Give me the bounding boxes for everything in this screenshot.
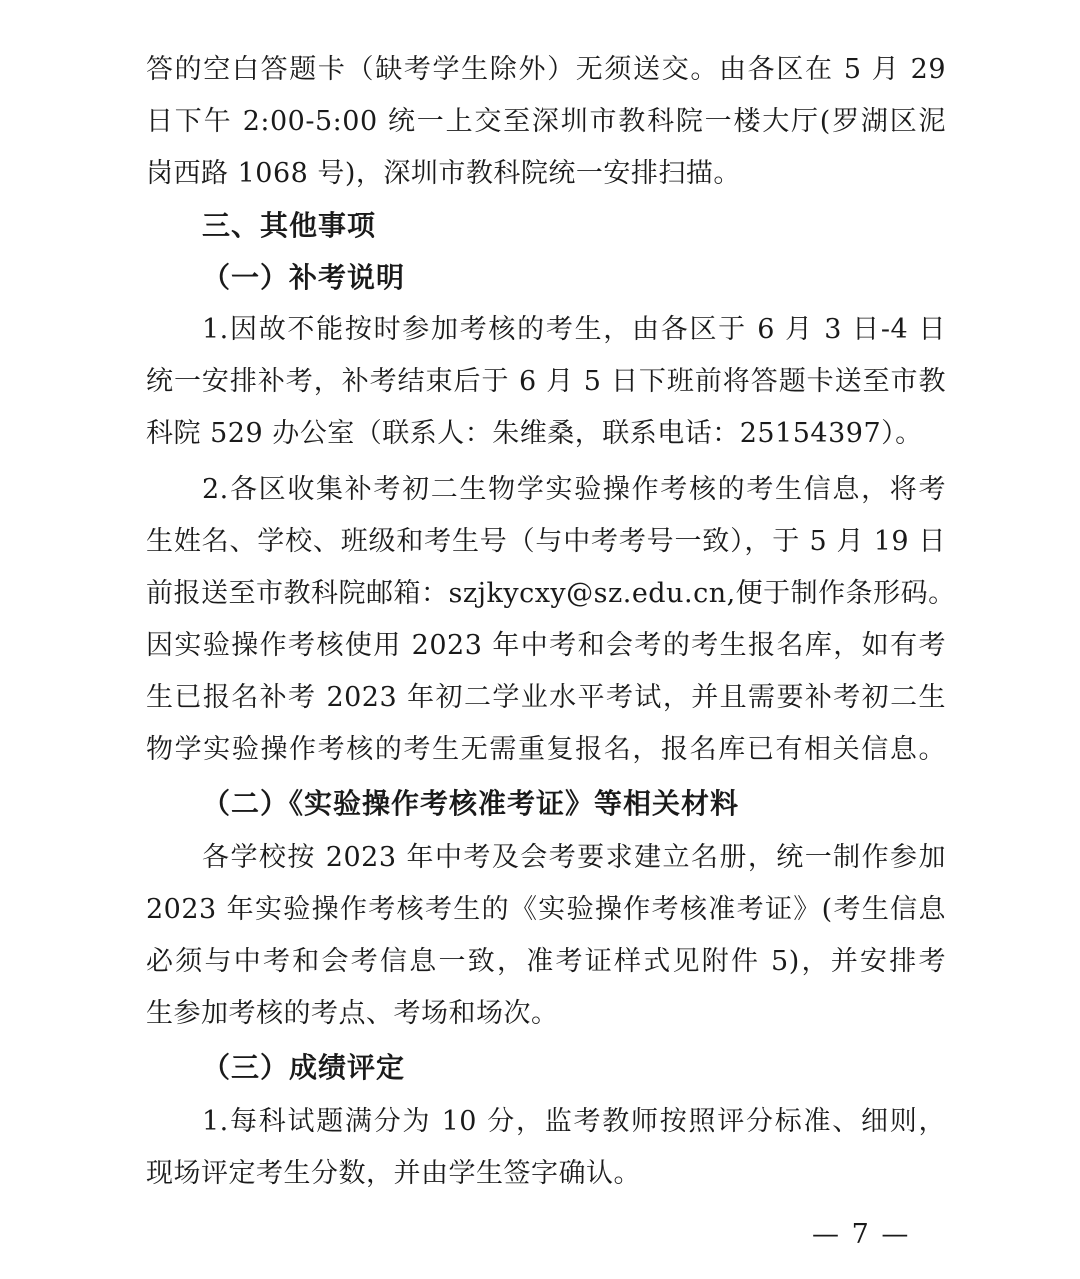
- subsection-heading: （一）补考说明: [202, 261, 406, 294]
- paragraph-line: 生已报名补考 2023 年初二学业水平考试，并且需要补考初二生: [146, 682, 946, 713]
- paragraph-line: 日下午 2:00-5:00 统一上交至深圳市教科院一楼大厅(罗湖区泥: [146, 106, 946, 137]
- paragraph-line: 前报送至市教科院邮箱：szjkycxy@sz.edu.cn,便于制作条形码。: [146, 578, 956, 609]
- paragraph-line: 2.各区收集补考初二生物学实验操作考核的考生信息，将考: [202, 474, 946, 505]
- paragraph-line: 统一安排补考，补考结束后于 6 月 5 日下班前将答题卡送至市教: [146, 366, 946, 397]
- paragraph-line: 答的空白答题卡（缺考学生除外）无须送交。由各区在 5 月 29: [146, 54, 946, 85]
- paragraph-line: 岗西路 1068 号)，深圳市教科院统一安排扫描。: [146, 158, 741, 189]
- subsection-heading: （二）《实验操作考核准考证》等相关材料: [202, 787, 740, 820]
- section-heading: 三、其他事项: [202, 209, 377, 242]
- paragraph-line: 物学实验操作考核的考生无需重复报名，报名库已有相关信息。: [146, 734, 946, 765]
- paragraph-line: 2023 年实验操作考核考生的《实验操作考核准考证》(考生信息: [146, 894, 946, 925]
- subsection-heading: （三）成绩评定: [202, 1051, 406, 1084]
- paragraph-line: 生参加考核的考点、考场和场次。: [146, 998, 559, 1029]
- paragraph-line: 生姓名、学校、班级和考生号（与中考考号一致），于 5 月 19 日: [146, 526, 946, 557]
- paragraph-line: 现场评定考生分数，并由学生签字确认。: [146, 1158, 641, 1189]
- page-number: — 7 —: [812, 1219, 911, 1250]
- paragraph-line: 1.每科试题满分为 10 分，监考教师按照评分标准、细则，: [202, 1106, 946, 1137]
- paragraph-line: 1.因故不能按时参加考核的考生，由各区于 6 月 3 日-4 日: [202, 314, 946, 345]
- paragraph-line: 必须与中考和会考信息一致，准考证样式见附件 5)，并安排考: [146, 946, 946, 977]
- paragraph-line: 科院 529 办公室（联系人：朱维桑，联系电话：25154397）。: [146, 418, 923, 449]
- paragraph-line: 各学校按 2023 年中考及会考要求建立名册，统一制作参加: [202, 842, 946, 873]
- paragraph-line: 因实验操作考核使用 2023 年中考和会考的考生报名库，如有考: [146, 630, 946, 661]
